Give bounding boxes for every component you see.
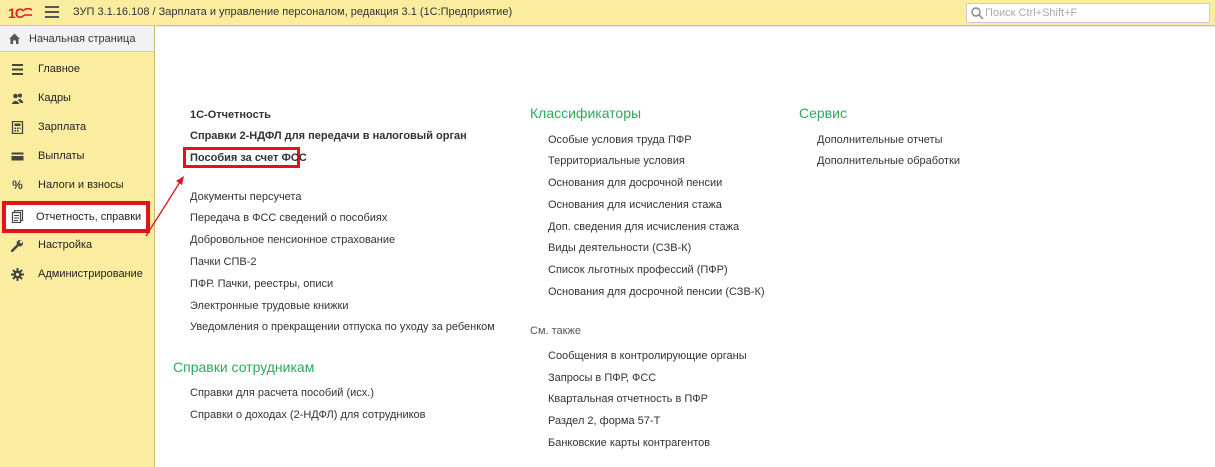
sidebar-item-label: Главное [38,63,81,75]
gear-icon [11,268,24,281]
home-icon [8,32,21,45]
search-box[interactable] [966,3,1210,23]
sidebar-item-salary[interactable] [0,113,154,141]
annotation-arrow [140,170,200,240]
app-logo-text: 1С [8,5,24,21]
section-heading-employee-certificates: Справки сотрудникам [173,359,315,375]
list-item[interactable]: Особые условия труда ПФР [548,134,692,146]
list-item[interactable]: Основания для досрочной пенсии [548,177,723,189]
list-item[interactable]: Добровольное пенсионное страхование [190,234,396,246]
section-heading-service: Сервис [799,105,847,121]
main-content [156,26,1215,467]
sidebar-item-home[interactable] [0,26,154,52]
sidebar-item-payments[interactable] [0,142,154,170]
search-icon [970,6,984,20]
sidebar-item-label: Настройка [38,239,93,251]
list-item[interactable]: Список льготных профессий (ПФР) [548,264,728,276]
window-title: ЗУП 3.1.16.108 / Зарплата и управление персоналом, редакция 3.1 (1С:Предприятие) [73,6,513,18]
list-item[interactable]: Основания для досрочной пенсии (СЗВ-К) [548,286,765,298]
sidebar-item-taxes[interactable] [0,171,154,199]
list-item[interactable]: Квартальная отчетность в ПФР [548,393,708,405]
list-item[interactable]: Справки для расчета пособий (исх.) [190,387,375,399]
percent-icon: % [12,178,23,192]
app-logo[interactable] [8,5,38,21]
sidebar-item-main[interactable] [0,55,154,83]
list-item[interactable]: Банковские карты контрагентов [548,437,711,449]
list-item[interactable]: Передача в ФСС сведений о пособиях [190,212,388,224]
people-icon [11,92,24,105]
sidebar-item-label: Отчетность, справки [36,211,142,223]
list-item[interactable]: Справки о доходах (2-НДФЛ) для сотрудников [190,409,426,421]
divider [156,26,1215,27]
sidebar-item-label: Администрирование [38,268,143,280]
sidebar-item-hr[interactable] [0,84,154,112]
card-icon [11,150,24,163]
sidebar [0,26,155,467]
list-item[interactable]: Доп. сведения для исчисления стажа [548,221,740,233]
list-item[interactable]: Дополнительные обработки [817,155,960,167]
sidebar-item-label: Начальная страница [29,33,136,45]
title-bar [0,0,1215,26]
section-heading-see-also: См. также [530,325,581,337]
list-item[interactable]: Территориальные условия [548,155,685,167]
list-item[interactable]: Документы персучета [190,191,302,203]
list-item[interactable]: ПФР. Пачки, реестры, описи [190,278,334,290]
calculator-icon [11,121,24,134]
list-item[interactable]: Дополнительные отчеты [817,134,943,146]
menu-lines-icon [11,63,24,76]
link-1c-reporting[interactable]: 1С-Отчетность [190,109,271,121]
link-fss-benefits[interactable]: Пособия за счет ФСС [190,152,307,164]
list-item[interactable]: Основания для исчисления стажа [548,199,722,211]
sidebar-item-label: Кадры [38,92,71,104]
list-item[interactable]: Сообщения в контролирующие органы [548,350,747,362]
sidebar-item-label: Зарплата [38,121,87,133]
logo-swoosh-icon [24,8,32,18]
documents-icon [11,210,24,223]
list-item[interactable]: Раздел 2, форма 57-Т [548,415,661,427]
sidebar-item-administration[interactable] [0,260,154,288]
link-2ndfl-tax[interactable]: Справки 2-НДФЛ для передачи в налоговый орган [190,130,467,142]
sidebar-item-label: Выплаты [38,150,85,162]
sidebar-item-reports[interactable] [2,201,150,233]
list-item[interactable]: Электронные трудовые книжки [190,300,349,312]
wrench-icon [11,239,24,252]
list-item[interactable]: Пачки СПВ-2 [190,256,257,268]
section-heading-classifiers: Классификаторы [530,105,642,121]
list-item[interactable]: Виды деятельности (СЗВ-К) [548,242,692,254]
sidebar-item-label: Налоги и взносы [38,179,124,191]
list-item[interactable]: Запросы в ПФР, ФСС [548,372,657,384]
sidebar-item-settings[interactable] [0,231,154,259]
list-item[interactable]: Уведомления о прекращении отпуска по уходу за ребенком [190,321,495,333]
search-input[interactable] [985,5,1205,21]
main-menu-icon[interactable] [45,6,59,20]
